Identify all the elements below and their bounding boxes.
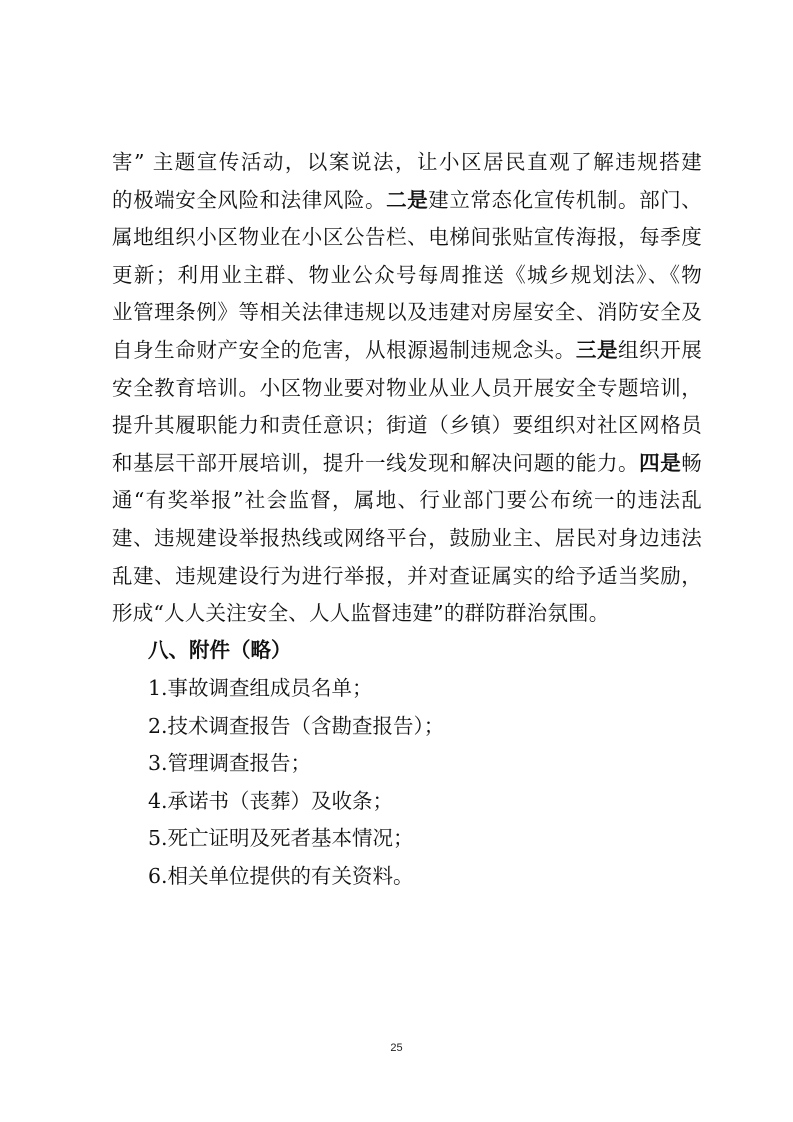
paragraph-line (112, 332, 702, 370)
emphasis-label: 三是 (575, 337, 619, 362)
paragraph-line: 害” 主题宣传活动，以案说法，让小区居民直观了解违规搭建 (112, 150, 702, 174)
attachment-item: 4.承诺书（丧葬）及收条； (148, 788, 394, 813)
attachment-item: 6.相关单位提供的有关资料。 (148, 863, 414, 888)
text-run: 畅 (681, 450, 702, 475)
attachment-list (148, 670, 444, 896)
section-heading: 八、附件（略） (148, 638, 292, 662)
paragraph-line: 更新；利用业主群、物业公众号每周推送《城乡规划法》、《物 (112, 262, 702, 287)
text-run: 组织开展 (618, 337, 702, 362)
emphasis-label: 四是 (639, 450, 682, 475)
paragraph-line (112, 445, 702, 483)
paragraph-line: 提升其履职能力和责任意识；街道（乡镇）要组织对社区网格员 (112, 413, 702, 438)
paragraph-line: 乱建、违规建设行为进行举报，并对查证属实的给予适当奖励， (112, 563, 702, 588)
paragraph-line (112, 182, 702, 220)
paragraph-line: 业管理条例》等相关法律违规以及违建对房屋安全、消防安全及 (112, 300, 702, 325)
text-run: 和基层干部开展培训，提升一线发现和解决问题的能力。 (112, 450, 640, 475)
attachment-item: 2.技术调查报告（含勘查报告）； (148, 713, 445, 738)
body-paragraph (112, 144, 702, 633)
text-run: 建立常态化宣传机制。部门、 (428, 187, 702, 212)
paragraph-line: 建、违规建设举报热线或网络平台，鼓励业主、居民对身边违法 (112, 525, 702, 550)
paragraph-line: 属地组织小区物业在小区公告栏、电梯间张贴宣传海报，每季度 (112, 225, 702, 250)
attachment-item: 5.死亡证明及死者基本情况； (148, 826, 414, 851)
text-run: 的极端安全风险和法律风险。 (112, 187, 387, 212)
emphasis-label: 二是 (386, 187, 429, 212)
paragraph-line: 通“有奖举报”社会监督，属地、行业部门要公布统一的违法乱 (112, 488, 702, 513)
text-run: 自身生命财产安全的危害，从根源遏制违规念头。 (112, 337, 576, 362)
attachment-item: 1.事故调查组成员名单； (148, 676, 373, 700)
attachment-item: 3.管理调查报告； (148, 751, 312, 776)
paragraph-line: 形成“人人关注安全、人人监督违建”的群防群治氛围。 (112, 601, 610, 626)
page-number: 25 (390, 1042, 403, 1054)
paragraph-line: 安全教育培训。小区物业要对物业从业人员开展安全专题培训， (112, 375, 702, 400)
